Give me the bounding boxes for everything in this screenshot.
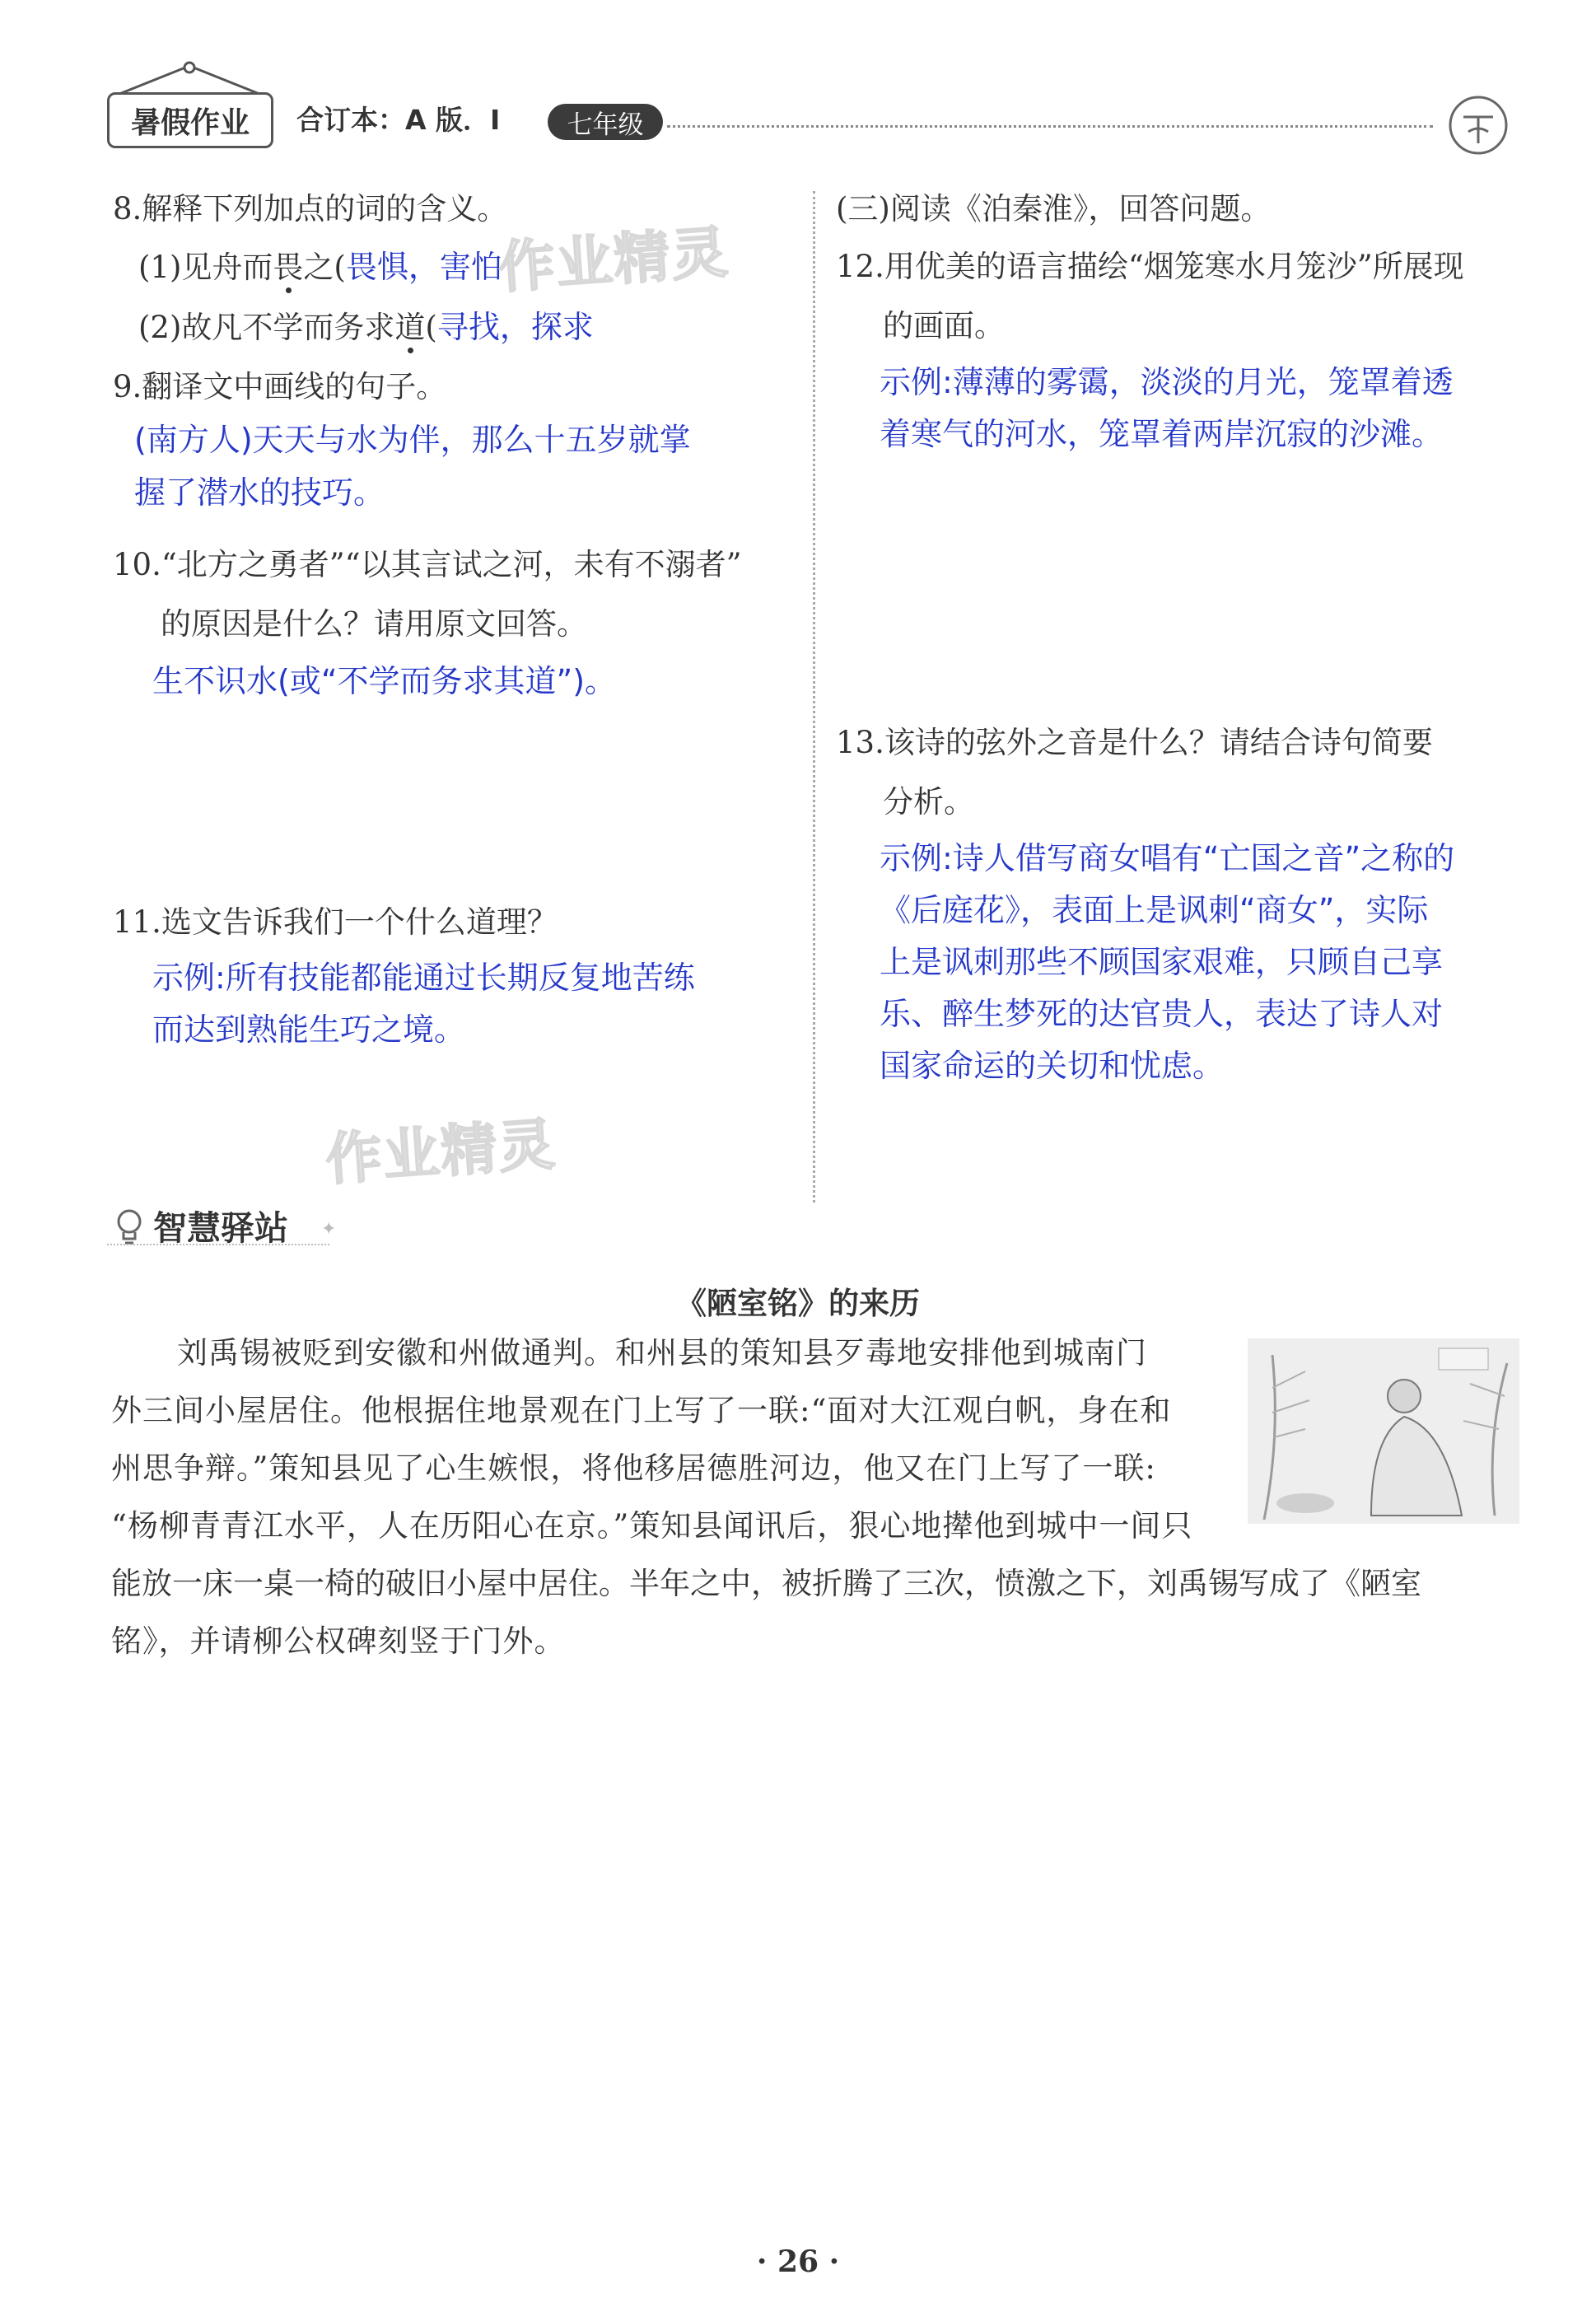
wisdom-heading-underline bbox=[107, 1244, 329, 1245]
column-divider bbox=[813, 191, 815, 1203]
corner-logo-icon bbox=[1445, 92, 1511, 158]
question-10-line-1: 10.“北方之勇者”“以其言试之河，未有不溺者” bbox=[113, 547, 742, 582]
story-line-4: “杨柳青青江水平，人在历阳心在京。”策知县闻讯后，狠心地撵他到城中一间只 bbox=[111, 1508, 1193, 1544]
q13-answer-line-5: 国家命运的关切和忧虑。 bbox=[880, 1048, 1225, 1084]
q8-2-dotted-word: 道 bbox=[394, 310, 426, 345]
question-8: 8.解释下列加点的词的含义。 bbox=[113, 191, 508, 227]
sparkle-icon: ✦ bbox=[321, 1219, 337, 1240]
q12-answer-line-2: 着寒气的河水，笼罩着两岸沉寂的沙滩。 bbox=[880, 416, 1444, 452]
q9-answer-line-2: 握了潜水的技巧。 bbox=[134, 474, 385, 511]
q10-answer: 生不识水(或“不学而务求其道”)。 bbox=[152, 663, 617, 699]
story-title: 《陋室铭》的来历 bbox=[676, 1286, 920, 1321]
page-number: · 26 · bbox=[756, 2244, 840, 2279]
story-line-6: 铭》，并请柳公权碑刻竖于门外。 bbox=[111, 1623, 566, 1659]
question-11: 11.选文告诉我们一个什么道理？ bbox=[113, 904, 558, 940]
question-12-line-1: 12.用优美的语言描绘“烟笼寒水月笼沙”所展现 bbox=[836, 249, 1464, 284]
q8-1-answer: 畏惧，害怕 bbox=[345, 249, 502, 285]
q8-2-text-b: ( bbox=[425, 310, 437, 345]
q11-answer-line-1: 示例:所有技能都能通过长期反复地苦练 bbox=[152, 960, 695, 996]
q9-answer-line-1: (南方人)天天与水为伴，那么十五岁就掌 bbox=[134, 422, 691, 458]
lightbulb-icon bbox=[114, 1207, 145, 1247]
story-line-3: 州思争辩。”策知县见了心生嫉恨，将他移居德胜河边，他又在门上写了一联: bbox=[111, 1450, 1156, 1486]
q13-answer-line-2: 《后庭花》，表面上是讽刺“商女”，实际 bbox=[880, 892, 1429, 928]
grade-pill: 七年级 bbox=[548, 104, 663, 140]
q13-answer-line-1: 示例:诗人借写商女唱有“亡国之音”之称的 bbox=[880, 840, 1455, 876]
wisdom-heading: 智慧驿站 bbox=[153, 1208, 288, 1248]
q13-answer-line-4: 乐、醉生梦死的达官贵人，表达了诗人对 bbox=[880, 996, 1444, 1032]
q12-answer-line-1: 示例:薄薄的雾霭，淡淡的月光，笼罩着透 bbox=[880, 364, 1454, 400]
q8-1-text-b: 之( bbox=[303, 250, 346, 285]
header-badge: 暑假作业 bbox=[107, 92, 273, 148]
story-line-5: 能放一床一桌一椅的破旧小屋中居住。半年之中，被折腾了三次，愤激之下，刘禹锡写成了《陋室 bbox=[111, 1566, 1421, 1601]
question-13-line-2: 分析。 bbox=[883, 784, 974, 820]
q8-1-dotted-word: 畏 bbox=[273, 250, 304, 285]
q11-answer-line-2: 而达到熟能生巧之境。 bbox=[152, 1011, 466, 1048]
question-8-2 bbox=[138, 309, 594, 347]
q13-answer-line-3: 上是讽刺那些不顾国家艰难，只顾自己享 bbox=[880, 944, 1444, 980]
watermark-top: 作业精灵 bbox=[497, 220, 731, 301]
story-line-1: 刘禹锡被贬到安徽和州做通判。和州县的策知县歹毒地安排他到城南门 bbox=[177, 1335, 1147, 1371]
question-10-line-2: 的原因是什么？请用原文回答。 bbox=[161, 606, 587, 642]
q8-1-text-a: (1)见舟而 bbox=[138, 250, 273, 285]
scholar-illustration bbox=[1248, 1338, 1519, 1524]
section-3-title: (三)阅读《泊秦淮》，回答问题。 bbox=[836, 191, 1272, 227]
header-divider bbox=[667, 125, 1433, 128]
question-8-1 bbox=[138, 249, 502, 287]
question-13-line-1: 13.该诗的弦外之音是什么？请结合诗句简要 bbox=[836, 725, 1433, 760]
story-line-2: 外三间小屋居住。他根据住地景观在门上写了一联:“面对大江观白帆，身在和 bbox=[111, 1393, 1172, 1428]
watermark-bottom: 作业精灵 bbox=[324, 1112, 558, 1193]
question-12-line-2: 的画面。 bbox=[883, 308, 1005, 343]
header-subtitle: 合订本：A 版．I bbox=[296, 104, 501, 136]
q8-2-answer: 寻找，探求 bbox=[436, 309, 594, 345]
question-9: 9.翻译文中画线的句子。 bbox=[113, 369, 447, 404]
q8-2-text-a: (2)故凡不学而务求 bbox=[138, 310, 395, 345]
